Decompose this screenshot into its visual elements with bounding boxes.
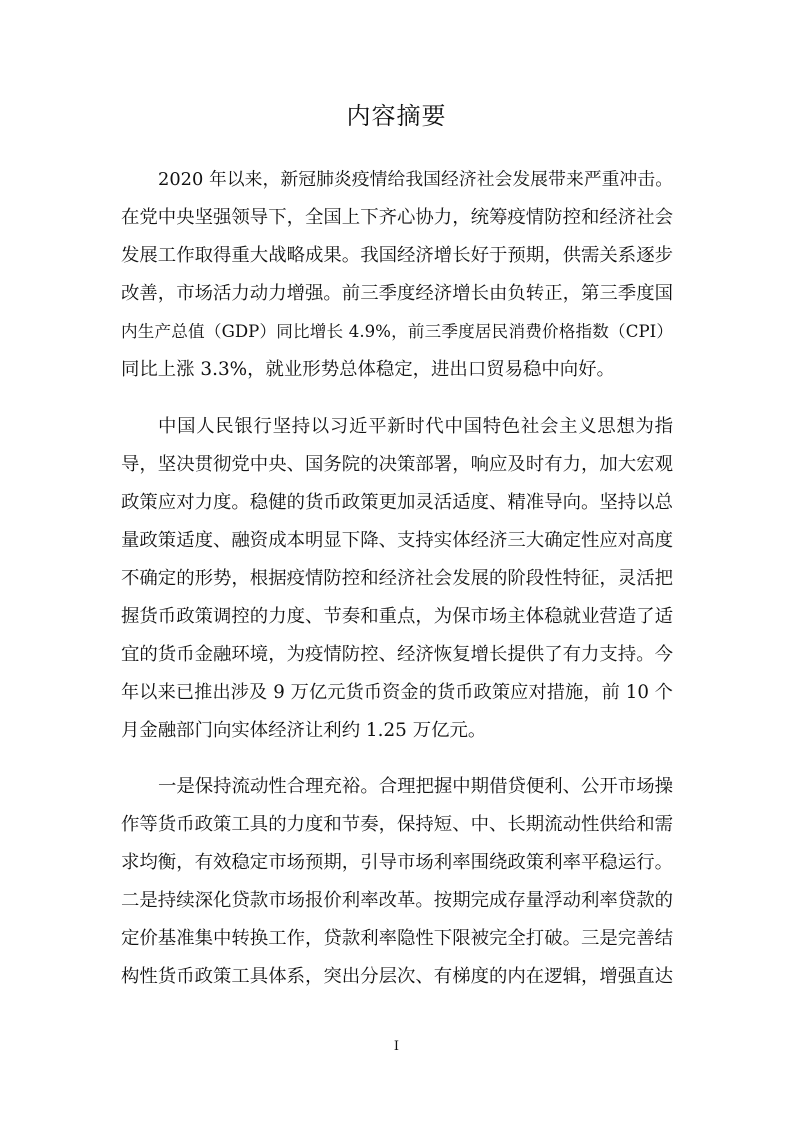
text-line: 作等货币政策工具的力度和节奏，保持短、中、长期流动性供给和需: [121, 814, 673, 835]
text-line: 导，坚决贯彻党中央、国务院的决策部署，响应及时有力，加大宏观: [121, 454, 673, 475]
text-line: 2020 年以来，新冠肺炎疫情给我国经济社会发展带来严重冲击。: [158, 169, 673, 190]
text-line: 二是持续深化贷款市场报价利率改革。按期完成存量浮动利率贷款的: [121, 890, 673, 911]
text-line: 求均衡，有效稳定市场预期，引导市场利率围绕政策利率平稳运行。: [121, 852, 673, 873]
text-line: 构性货币政策工具体系，突出分层次、有梯度的内在逻辑，增强直达: [121, 966, 673, 987]
text-line: 在党中央坚强领导下，全国上下齐心协力，统筹疫情防控和经济社会: [121, 207, 673, 228]
text-line: 定价基准集中转换工作，贷款利率隐性下限被完全打破。三是完善结: [121, 928, 673, 949]
text-line: 中国人民银行坚持以习近平新时代中国特色社会主义思想为指: [158, 416, 673, 437]
text-line: 不确定的形势，根据疫情防控和经济社会发展的阶段性特征，灵活把: [121, 568, 673, 589]
text-line: 握货币政策调控的力度、节奏和重点，为保市场主体稳就业营造了适: [121, 606, 673, 627]
text-line: 一是保持流动性合理充裕。合理把握中期借贷便利、公开市场操: [158, 776, 673, 797]
text-line: 宜的货币金融环境，为疫情防控、经济恢复增长提供了有力支持。今: [121, 644, 673, 665]
text-line: 政策应对力度。稳健的货币政策更加灵活适度、精准导向。坚持以总: [121, 492, 673, 513]
page-number: I: [393, 1039, 400, 1054]
text-line: 内生产总值（GDP）同比增长 4.9%，前三季度居民消费价格指数（CPI）: [121, 322, 673, 341]
text-line: 量政策适度、融资成本明显下降、支持实体经济三大确定性应对高度: [121, 530, 673, 551]
text-line: 年以来已推出涉及 9 万亿元货币资金的货币政策应对措施，前 10 个: [121, 682, 673, 703]
text-line: 发展工作取得重大战略成果。我国经济增长好于预期，供需关系逐步: [121, 245, 673, 266]
page-title: 内容摘要: [346, 102, 447, 130]
text-line: 改善，市场活力动力增强。前三季度经济增长由负转正，第三季度国: [121, 283, 673, 304]
text-line: 月金融部门向实体经济让利约 1.25 万亿元。: [121, 720, 487, 741]
text-line: 同比上涨 3.3%，就业形势总体稳定，进出口贸易稳中向好。: [121, 359, 615, 380]
